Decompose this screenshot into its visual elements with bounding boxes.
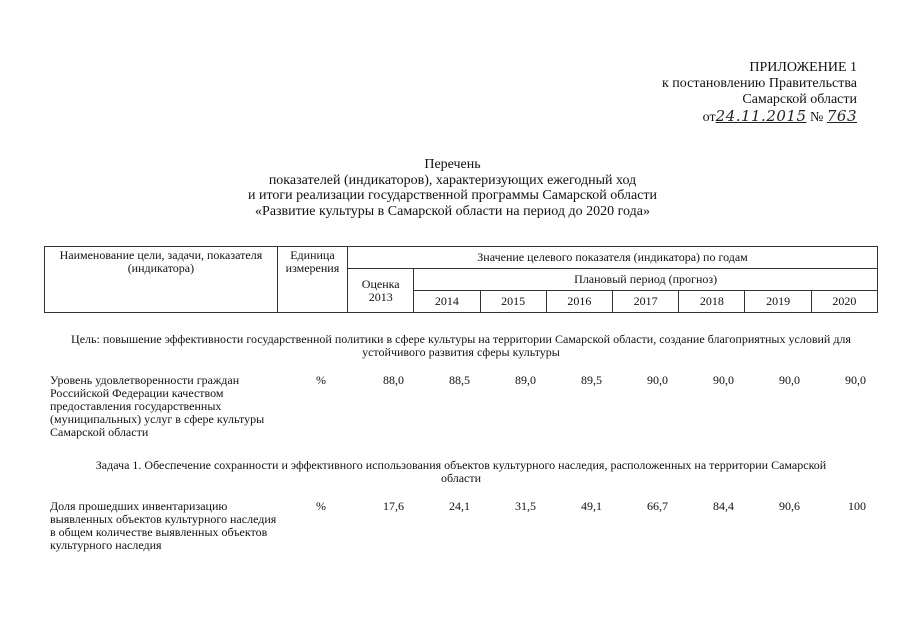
header-name: Наименование цели, задачи, показателя (индикатора) (45, 247, 278, 313)
indicator-unit: % (316, 499, 326, 513)
header-estimate: Оценка 2013 (348, 269, 414, 313)
annex-line-1: к постановлению Правительства (661, 76, 857, 91)
goal-text: Цель: повышение эффективности государственной политики в сфере культуры на территории Самарской области, создание благоприятных условий для устойчивого развития сферы культуры (71, 332, 851, 359)
annex-number-label: № (810, 110, 824, 125)
indicator-table-header (44, 246, 878, 313)
annex-date: 24.11.2015 (715, 107, 807, 125)
header-year: 2017 (613, 291, 679, 313)
indicator-value: 31,5 (515, 499, 536, 513)
header-year: 2016 (546, 291, 612, 313)
indicator-value: 24,1 (449, 499, 470, 513)
header-year: 2019 (745, 291, 811, 313)
header-year: 2020 (811, 291, 877, 313)
indicator-value: 84,4 (713, 499, 734, 513)
header-year: 2014 (414, 291, 480, 313)
indicator-value: 88,0 (383, 373, 404, 387)
indicator-value: 17,6 (383, 499, 404, 513)
annex-line-2: Самарской области (742, 92, 857, 107)
annex-date-line (662, 108, 857, 126)
annex-title: ПРИЛОЖЕНИЕ 1 (749, 60, 857, 75)
header-plan: Плановый период (прогноз) (414, 269, 878, 291)
indicator-value: 49,1 (581, 499, 602, 513)
indicator-value: 88,5 (449, 373, 470, 387)
task-text: Задача 1. Обеспечение сохранности и эффективного использования объектов культурного наследия, расположенных на территории Самарской области (95, 458, 827, 485)
heading-line-4: «Развитие культуры в Самарской области на период до 2020 года» (255, 203, 650, 219)
indicator-name: Уровень удовлетворенности граждан Российской Федерации качеством предоставления государственных (муниципальных) услуг в сфере культуры Самарской области (50, 373, 265, 439)
document-heading (0, 157, 905, 219)
indicator-value: 100 (848, 499, 866, 513)
indicator-value: 89,5 (581, 373, 602, 387)
indicator-value: 90,6 (779, 499, 800, 513)
indicator-unit: % (316, 373, 326, 387)
heading-line-2: показателей (индикаторов), характеризующих ежегодный ход (268, 172, 637, 188)
indicator-value: 90,0 (845, 373, 866, 387)
header-year: 2018 (679, 291, 745, 313)
indicator-name: Доля прошедших инвентаризацию выявленных объектов культурного наследия в общем количестве выявленных объектов культурного наследия (50, 499, 277, 552)
heading-line-3: и итоги реализации государственной программы Самарской области (247, 188, 658, 203)
indicator-value: 89,0 (515, 373, 536, 387)
annex-block (662, 60, 857, 126)
heading-line-1: Перечень (424, 157, 481, 172)
indicator-value: 90,0 (713, 373, 734, 387)
header-year: 2015 (480, 291, 546, 313)
annex-number: 763 (826, 107, 857, 125)
indicator-value: 90,0 (647, 373, 668, 387)
indicator-value: 66,7 (647, 499, 668, 513)
header-unit: Единица измерения (277, 247, 347, 313)
header-values: Значение целевого показателя (индикатора) по годам (348, 247, 878, 269)
annex-from-label: от (702, 110, 716, 125)
indicator-value: 90,0 (779, 373, 800, 387)
